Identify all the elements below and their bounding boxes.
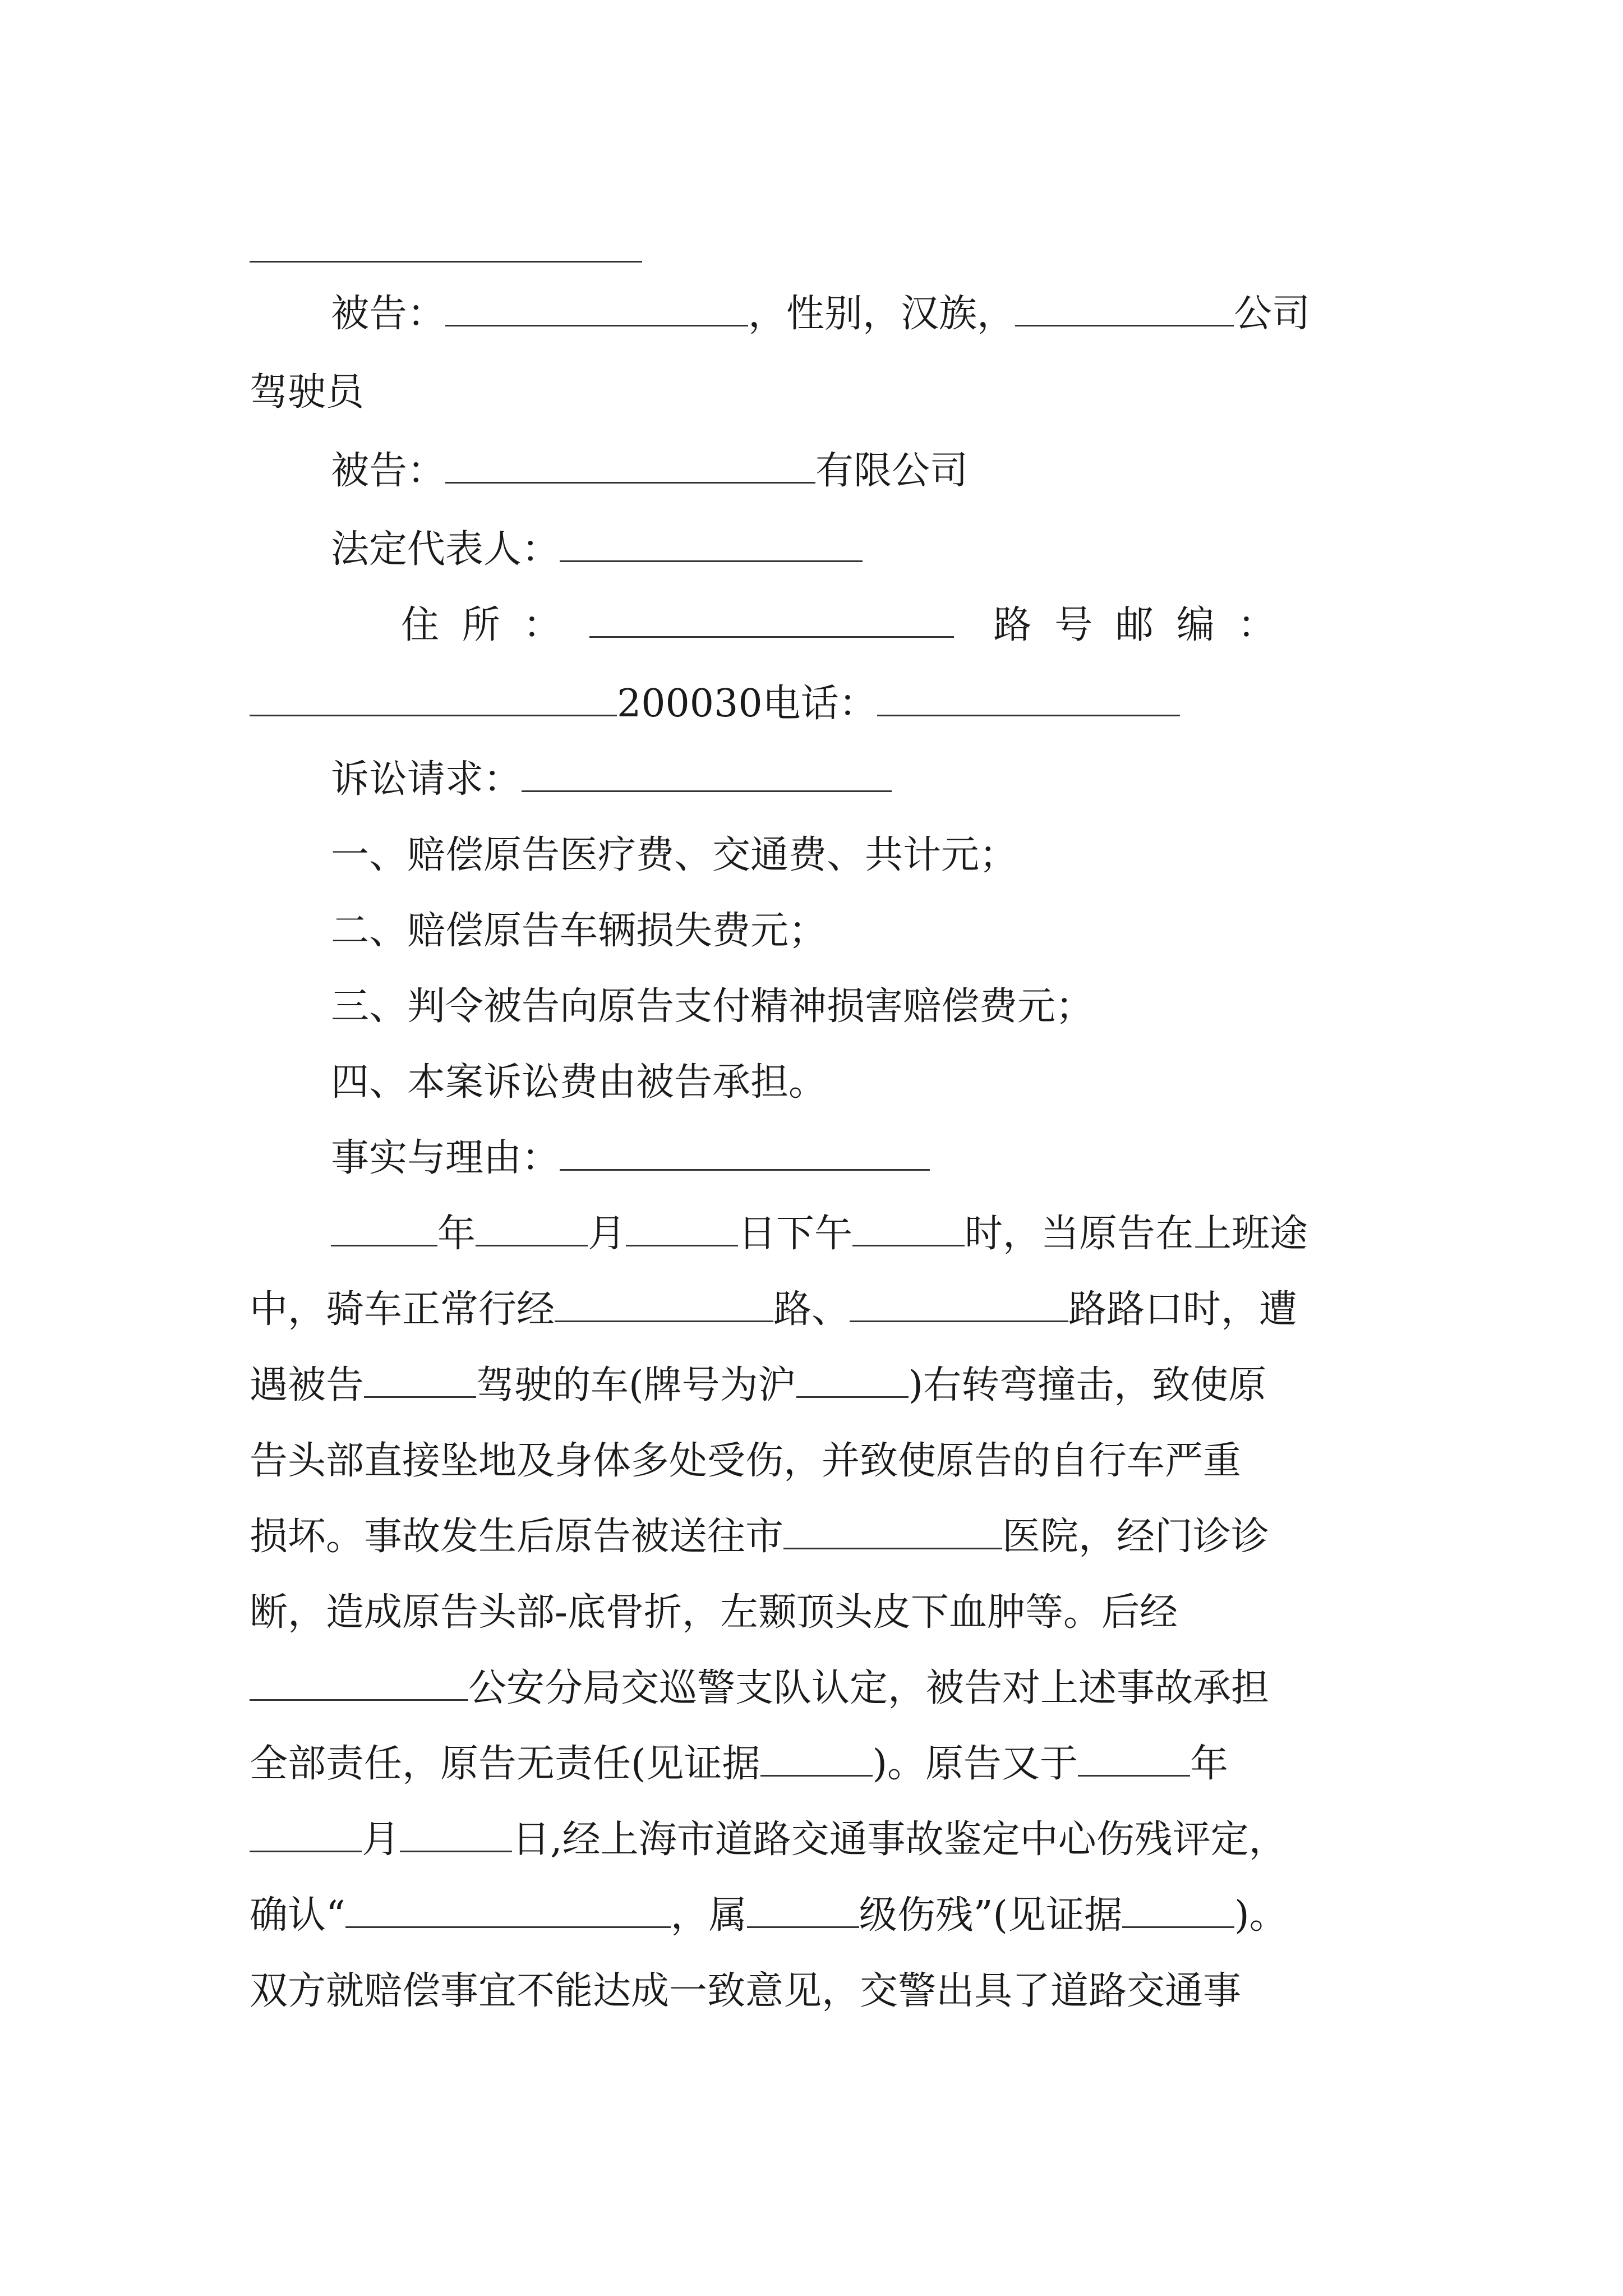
facts-line-3 xyxy=(250,1363,1266,1408)
defendant-1-gender: ，性别，汉族， xyxy=(748,292,1016,336)
claim-1-text: 一、赔偿原告医疗费、交通费、共计元； xyxy=(331,833,1018,877)
facts-text: 路路口时，遭 xyxy=(1068,1287,1298,1332)
claims-heading-line xyxy=(331,757,892,802)
facts-line-11 xyxy=(250,1969,1241,2014)
claim-3-text: 三、判令被告向原告支付精神损害赔偿费元； xyxy=(331,984,1094,1029)
claim-3 xyxy=(331,984,1094,1029)
facts-text: 全部责任，原告无责任(见证据 xyxy=(250,1742,760,1786)
address-label: 住所： xyxy=(401,603,584,647)
facts-line-7 xyxy=(250,1666,1269,1711)
blank xyxy=(560,528,863,562)
facts-text: 医院，经门诊诊 xyxy=(1002,1515,1270,1559)
blank xyxy=(400,1818,512,1852)
facts-text: 级伤残”(见证据 xyxy=(859,1893,1123,1938)
facts-text: 遇被告 xyxy=(250,1363,365,1407)
claim-4-text: 四、本案诉讼费由被告承担。 xyxy=(331,1060,827,1105)
blank xyxy=(250,1667,468,1701)
facts-text: )右转弯撞击，致使原 xyxy=(908,1363,1267,1407)
top-rule xyxy=(250,261,642,263)
blank xyxy=(522,758,892,792)
facts-text: )。原告又于 xyxy=(872,1742,1078,1786)
phone-label: 电话： xyxy=(762,682,877,726)
blank xyxy=(555,1288,773,1322)
blank xyxy=(1078,1742,1190,1777)
road-postcode-label: 路号邮编： xyxy=(993,603,1299,647)
facts-heading: 事实与理由： xyxy=(331,1136,560,1180)
facts-text: 驾驶的车(牌号为沪 xyxy=(476,1363,796,1407)
facts-text: 确认“ xyxy=(250,1893,345,1938)
facts-text: 断，造成原告头部-底骨折，左颞顶头皮下血肿等。后经 xyxy=(250,1590,1178,1635)
facts-line-9 xyxy=(250,1818,1287,1862)
blank xyxy=(560,1137,930,1171)
facts-line-10 xyxy=(250,1893,1288,1938)
role-text: 驾驶员 xyxy=(250,370,365,415)
postcode-phone-line xyxy=(250,682,1180,726)
defendant-2-label: 被告： xyxy=(331,449,446,493)
defendant-2-company: 有限公司 xyxy=(815,449,969,493)
blank xyxy=(852,1212,965,1246)
legal-rep-label: 法定代表人： xyxy=(331,527,560,572)
blank xyxy=(760,1742,873,1777)
claim-2-text: 二、赔偿原告车辆损失费元； xyxy=(331,909,827,953)
defendant-1-line xyxy=(331,292,1310,337)
blank xyxy=(476,1212,588,1246)
defendant-2-line xyxy=(331,449,968,494)
facts-text: )。 xyxy=(1234,1893,1288,1938)
year-text: 年 xyxy=(437,1212,476,1256)
defendant-1-company: 公司 xyxy=(1234,292,1311,336)
facts-heading-line xyxy=(331,1136,930,1181)
facts-text: 损坏。事故发生后原告被送往市 xyxy=(250,1515,784,1559)
facts-text: 告头部直接坠地及身体多处受伤，并致使原告的自行车严重 xyxy=(250,1439,1242,1483)
blank xyxy=(1122,1894,1234,1928)
blank xyxy=(1015,292,1234,326)
facts-line-6 xyxy=(250,1590,1178,1635)
facts-text: 月 xyxy=(362,1818,400,1862)
blank xyxy=(250,1818,362,1852)
blank xyxy=(331,1212,437,1246)
facts-text: 双方就赔偿事宜不能达成一致意见，交警出具了道路交通事 xyxy=(250,1969,1242,2013)
claim-2 xyxy=(331,909,827,954)
blank xyxy=(796,1364,909,1398)
claim-4 xyxy=(331,1060,827,1105)
postcode-value: 200030 xyxy=(617,682,763,726)
facts-text: 年 xyxy=(1190,1742,1229,1786)
claims-heading: 诉讼请求： xyxy=(331,757,522,802)
defendant-1-role xyxy=(250,370,364,415)
hour-text: 时，当原告在上班途 xyxy=(965,1212,1308,1256)
blank xyxy=(364,1364,476,1398)
blank xyxy=(850,1288,1068,1322)
month-text: 月 xyxy=(588,1212,626,1256)
defendant-1-label: 被告： xyxy=(331,292,446,336)
facts-text: ，属 xyxy=(670,1893,747,1938)
blank xyxy=(747,1894,859,1928)
legal-rep-line xyxy=(331,527,863,572)
facts-line-4 xyxy=(250,1439,1241,1484)
blank xyxy=(250,682,617,716)
blank xyxy=(877,682,1180,716)
blank xyxy=(345,1894,671,1928)
facts-text: 路、 xyxy=(773,1287,850,1332)
address-line xyxy=(401,603,1298,648)
blank xyxy=(626,1212,738,1246)
blank xyxy=(445,292,748,326)
facts-line-1 xyxy=(331,1212,1308,1257)
blank xyxy=(783,1515,1002,1549)
facts-line-8 xyxy=(250,1742,1228,1787)
claim-1 xyxy=(331,833,1017,878)
facts-line-2 xyxy=(250,1287,1297,1332)
day-text: 日下午 xyxy=(738,1212,853,1256)
blank xyxy=(445,449,815,484)
blank xyxy=(589,604,954,638)
facts-text: 日,经上海市道路交通事故鉴定中心伤残评定， xyxy=(512,1818,1287,1862)
facts-text: 公安分局交巡警支队认定，被告对上述事故承担 xyxy=(468,1666,1270,1710)
facts-line-5 xyxy=(250,1515,1269,1559)
facts-text: 中，骑车正常行经 xyxy=(250,1287,555,1332)
